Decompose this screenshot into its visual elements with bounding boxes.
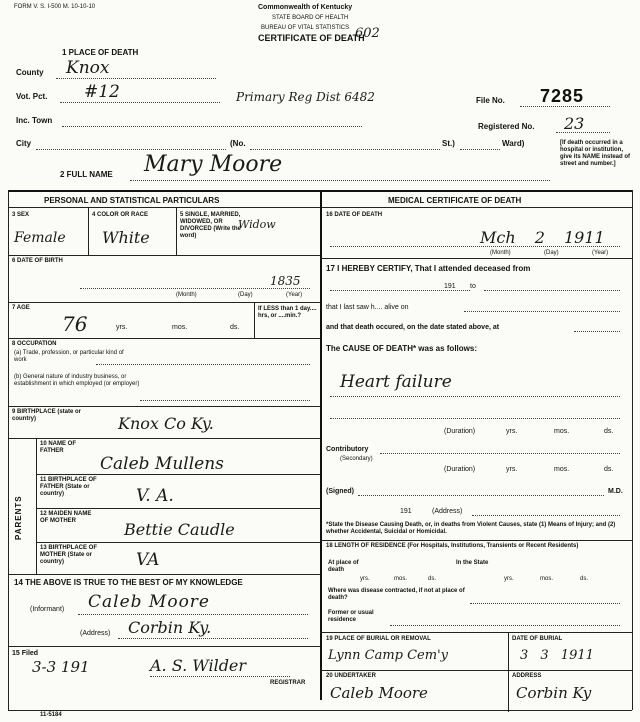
mother-birthplace-label: 13 BIRTHPLACE OF MOTHER (State or country) xyxy=(40,545,98,565)
dob-year-value: 1835 xyxy=(270,274,301,288)
contrib-yrs-label: yrs. xyxy=(506,466,518,473)
registered-no-label: Registered No. xyxy=(478,122,535,131)
signed-191-label: 191 xyxy=(400,508,412,515)
dod-day-label: (Day) xyxy=(544,250,559,256)
birthplace-value: Knox Co Ky. xyxy=(118,414,214,433)
burial-date-label: DATE OF BURIAL xyxy=(512,636,563,642)
inc-town-label: Inc. Town xyxy=(16,116,53,125)
informant-address-value: Corbin Ky. xyxy=(128,618,212,637)
dob-label: 6 DATE OF BIRTH xyxy=(12,258,63,264)
birthplace-label: 9 BIRTHPLACE (state or country) xyxy=(12,409,82,422)
cause-value: Heart failure xyxy=(340,372,452,392)
saw-alive-line: that I last saw h.... alive on xyxy=(326,304,409,311)
file-no-value: 7285 xyxy=(540,86,585,106)
county-value: Knox xyxy=(66,58,110,78)
cause-duration-label: (Duration) xyxy=(444,428,476,435)
marital-label: 5 SINGLE, MARRIED, WIDOWED, OR DIVORCED (Write the word) xyxy=(180,212,241,239)
contrib-ds-label: ds. xyxy=(604,466,614,473)
mother-label: 12 MAIDEN NAME OF MOTHER xyxy=(40,511,92,524)
occupation-label: 8 OCCUPATION xyxy=(12,341,57,347)
dob-month-label: (Month) xyxy=(176,292,197,298)
father-birthplace-value: V. A. xyxy=(136,486,174,506)
board-title: STATE BOARD OF HEALTH xyxy=(272,15,349,21)
residence-label: 18 LENGTH OF RESIDENCE (For Hospitals, Institutions, Transients or Recent Residents) xyxy=(326,543,579,549)
cause-ds-label: ds. xyxy=(604,428,614,435)
st-label: St.) xyxy=(442,139,455,148)
res-yrs-label: yrs. xyxy=(360,576,370,582)
true-statement: 14 THE ABOVE IS TRUE TO THE BEST OF MY KNOWLEDGE xyxy=(14,578,243,587)
form-code: FORM V. S. I-500 M. 10-10-10 xyxy=(14,4,96,10)
state-yrs-label: yrs. xyxy=(504,576,514,582)
father-label: 10 NAME OF FATHER xyxy=(40,441,77,454)
md-label: M.D. xyxy=(608,488,623,495)
form-number: 11-5184 xyxy=(40,712,62,718)
sex-value: Female xyxy=(14,230,66,246)
dob-day-label: (Day) xyxy=(238,292,253,298)
vot-pct-value: #12 xyxy=(84,82,120,102)
age-mos-label: mos. xyxy=(172,324,188,331)
filed-value: 3-3 191 xyxy=(32,658,90,676)
personal-section-title: PERSONAL AND STATISTICAL PARTICULARS xyxy=(44,196,220,205)
where-contracted-label: Where was disease contracted, if not at place of death? xyxy=(328,588,465,601)
occupation-b-label: (b) General nature of industry business, or establishment in which employed (or employer) xyxy=(14,374,140,387)
certify-191-label: 191 xyxy=(444,283,456,290)
informant-value: Caleb Moore xyxy=(88,592,210,612)
mother-value: Bettie Caudle xyxy=(124,520,235,539)
county-label: County xyxy=(16,68,44,77)
primary-reg-value: Primary Reg Dist 6482 xyxy=(236,90,375,104)
full-name-value: Mary Moore xyxy=(144,152,283,177)
undertaker-address-value: Corbin Ky xyxy=(516,684,592,702)
undertaker-address-label: ADDRESS xyxy=(512,673,542,679)
dod-month-label: (Month) xyxy=(490,250,511,256)
certify-to-label: to xyxy=(470,283,476,290)
cause-label: The CAUSE OF DEATH* was as follows: xyxy=(326,344,477,353)
age-value: 76 xyxy=(62,312,88,336)
undertaker-label: 20 UNDERTAKER xyxy=(326,673,376,679)
filed-label: 15 Filed xyxy=(12,650,39,657)
file-no-label: File No. xyxy=(476,96,505,105)
mother-birthplace-value: VA xyxy=(136,550,160,570)
city-label: City xyxy=(16,139,32,148)
occupation-a-label: (a) Trade, profession, or particular kind of work xyxy=(14,350,124,363)
less-than-label: If LESS than 1 day.... hrs, or ....min.? xyxy=(258,306,317,319)
signed-address-label: (Address) xyxy=(432,508,463,515)
place-of-death-label: 1 PLACE OF DEATH xyxy=(62,48,139,57)
burial-value: Lynn Camp Cem'y xyxy=(328,648,448,663)
contributory-label: Contributory xyxy=(326,446,369,453)
burial-label: 19 PLACE OF BURIAL OR REMOVAL xyxy=(326,636,431,642)
color-label: 4 COLOR OR RACE xyxy=(92,212,149,218)
superscript-number: 602 xyxy=(355,26,380,41)
marital-value: Widow xyxy=(238,218,276,231)
contrib-mos-label: mos. xyxy=(554,466,570,473)
res-mos-label: mos. xyxy=(394,576,408,582)
ward-label: Ward) xyxy=(502,139,525,148)
age-ds-label: ds. xyxy=(230,324,240,331)
occurred-line: and that death occured, on the date stated above, at xyxy=(326,324,500,331)
date-of-death-value: Mch 2 1911 xyxy=(480,228,605,247)
no-label: (No. xyxy=(230,139,246,148)
certify-line: 17 I HEREBY CERTIFY, That I attended deceased from xyxy=(326,264,531,273)
parents-label: PARENTS xyxy=(14,495,23,540)
sex-label: 3 SEX xyxy=(12,212,30,218)
registrar-signature: A. S. Wilder xyxy=(150,656,247,675)
in-state-label: In the State xyxy=(456,560,489,566)
registrar-label: REGISTRAR xyxy=(270,680,306,686)
vot-pct-label: Vot. Pct. xyxy=(16,92,48,101)
former-residence-label: Former or usual residence xyxy=(328,610,374,623)
full-name-label: 2 FULL NAME xyxy=(60,170,113,179)
informant-address-label: (Address) xyxy=(80,630,111,637)
medical-section-title: MEDICAL CERTIFICATE OF DEATH xyxy=(388,196,522,205)
color-value: White xyxy=(102,228,150,247)
dod-year-label: (Year) xyxy=(592,250,609,256)
age-yrs-label: yrs. xyxy=(116,324,128,331)
dob-year-label: (Year) xyxy=(286,292,303,298)
state-mos-label: mos. xyxy=(540,576,554,582)
commonwealth-title: Commonwealth of Kentucky xyxy=(258,4,353,11)
cause-mos-label: mos. xyxy=(554,428,570,435)
age-label: 7 AGE xyxy=(12,305,30,311)
father-value: Caleb Mullens xyxy=(100,454,224,474)
registered-no-value: 23 xyxy=(564,114,585,133)
certificate-title: CERTIFICATE OF DEATH xyxy=(258,33,365,43)
undertaker-value: Caleb Moore xyxy=(330,684,428,702)
cause-yrs-label: yrs. xyxy=(506,428,518,435)
burial-date-value: 3 3 1911 xyxy=(520,648,594,663)
hospital-note: [If death occurred in a hospital or institution, give its NAME instead of street and number.] xyxy=(560,140,631,167)
cause-footnote: *State the Disease Causing Death, or, in deaths from Violent Causes, state (1) Means of Injury; and (2) whether Accidental, Suicidal or Homicidal. xyxy=(326,522,616,535)
informant-label: (Informant) xyxy=(30,606,65,613)
father-birthplace-label: 11 BIRTHPLACE OF FATHER (State or country) xyxy=(40,477,97,497)
res-ds-label: ds. xyxy=(428,576,437,582)
at-place-label: At place of death xyxy=(328,560,359,573)
signed-label: (Signed) xyxy=(326,488,354,495)
contrib-duration-label: (Duration) xyxy=(444,466,476,473)
state-ds-label: ds. xyxy=(580,576,589,582)
date-of-death-label: 16 DATE OF DEATH xyxy=(326,212,383,218)
secondary-label: (Secondary) xyxy=(340,456,373,462)
bureau-title: BUREAU OF VITAL STATISTICS xyxy=(261,25,350,31)
